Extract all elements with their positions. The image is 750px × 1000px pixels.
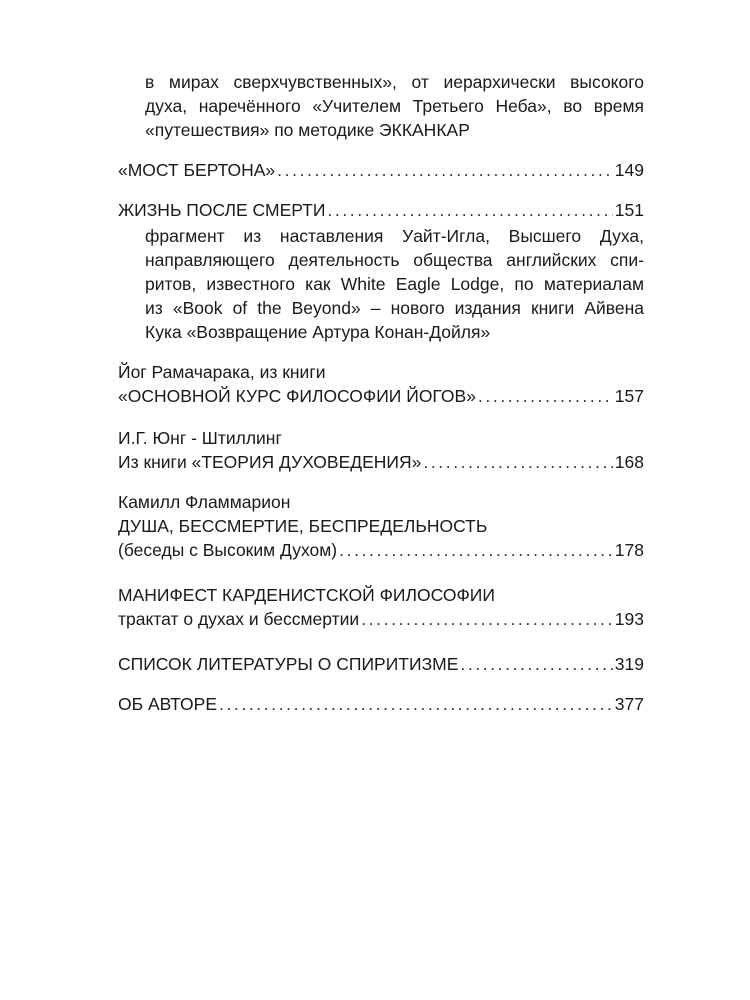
dot-leader: [219, 692, 613, 716]
page-number: 157: [614, 386, 644, 406]
dot-leader: [460, 652, 612, 676]
entry-title: «ОСНОВНОЙ КУРС ФИЛОСОФИИ ЙОГОВ»: [118, 386, 476, 406]
dot-leader: [327, 198, 612, 222]
entry-title: (беседы с Высоким Духом): [118, 540, 338, 560]
description-line: фрагмент из наставления Уайт-Игла, Высшего Духа,: [145, 226, 644, 246]
page-number: 149: [614, 160, 644, 180]
toc-entry-manifest: [118, 607, 644, 631]
toc-entry-literature: [118, 652, 644, 676]
description-line: из «Book of the Beyond» – нового издания книги Айвена: [145, 298, 644, 318]
toc-entry-life-after-death: [118, 198, 644, 222]
page-number: 377: [614, 694, 644, 714]
dot-leader: [277, 158, 613, 182]
entry-title-line: ДУША, БЕССМЕРТИЕ, БЕСПРЕДЕЛЬНОСТЬ: [118, 516, 488, 536]
description-line: в мирах сверхчувственных», от иерархически высокого: [145, 72, 644, 92]
page-number: 319: [614, 654, 644, 674]
dot-leader: [339, 538, 613, 562]
entry-title: трактат о духах и бессмертии: [118, 609, 360, 629]
entry-author: Йог Рамачарака, из книги: [118, 362, 326, 382]
toc-entry-about-author: [118, 692, 644, 716]
description-line: ритов, известного как White Eagle Lodge, по материалам: [145, 274, 644, 294]
entry-title: СПИСОК ЛИТЕРАТУРЫ О СПИРИТИЗМЕ: [118, 654, 459, 674]
entry-title: Из книги «ТЕОРИЯ ДУХОВЕДЕНИЯ»: [118, 452, 422, 472]
entry-title: ОБ АВТОРЕ: [118, 694, 217, 714]
entry-title: «МОСТ БЕРТОНА»: [118, 160, 276, 180]
entry-title-line: МАНИФЕСТ КАРДЕНИСТСКОЙ ФИЛОСОФИИ: [118, 585, 495, 605]
entry-description: [118, 224, 644, 344]
entry-description: [118, 70, 644, 142]
description-line: Кука «Возвращение Артура Конан-Дойля»: [145, 322, 491, 342]
toc-entry-flammarion: [118, 538, 644, 562]
entry-title: ЖИЗНЬ ПОСЛЕ СМЕРТИ: [118, 200, 326, 220]
dot-leader: [423, 450, 612, 474]
description-line: направляющего деятельность общества английских спи-: [145, 250, 644, 270]
table-of-contents: [118, 70, 644, 716]
entry-author: И.Г. Юнг - Штиллинг: [118, 428, 282, 448]
dot-leader: [478, 384, 613, 408]
page-number: 151: [614, 200, 644, 220]
toc-entry-bridge: [118, 158, 644, 182]
toc-entry-yoga: [118, 384, 644, 408]
page-number: 178: [614, 540, 644, 560]
entry-author: Камилл Фламмарион: [118, 492, 291, 512]
page-number: 168: [614, 452, 644, 472]
page-number: 193: [614, 609, 644, 629]
dot-leader: [361, 607, 613, 631]
description-line: духа, наречённого «Учителем Третьего Неба», во время: [145, 96, 644, 116]
toc-entry-jung: [118, 450, 644, 474]
description-line: «путешествия» по методике ЭККАНКАР: [145, 120, 470, 140]
